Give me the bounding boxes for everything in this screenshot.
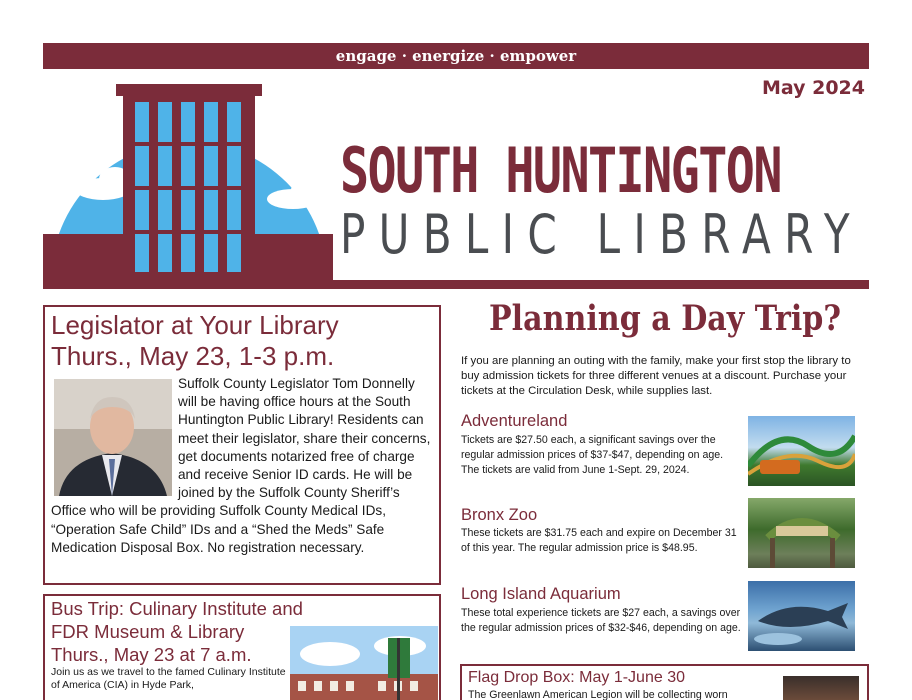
flag-drop-box-photo xyxy=(783,676,859,700)
venue-name-aquarium: Long Island Aquarium xyxy=(461,585,621,603)
bus-trip-title-line2: FDR Museum & Library xyxy=(51,621,245,642)
legislator-article xyxy=(43,305,441,585)
bronx-zoo-photo xyxy=(748,498,855,568)
bus-trip-title-line3: Thurs., May 23 at 7 a.m. xyxy=(51,644,252,665)
flag-drop-box-title: Flag Drop Box: May 1-June 30 xyxy=(468,669,685,686)
venue-text-bronx-zoo: These tickets are $31.75 each and expire on December 31 of this year. The regular admission price is $48.95. xyxy=(461,527,737,554)
tagline-banner xyxy=(43,43,869,69)
adventureland-photo xyxy=(748,416,855,486)
venue-text-adventureland: Tickets are $27.50 each, a significant savings over the regular admission prices of $37-$47, depending on age. The tickets are valid from June 1-Sept. 29, 2024. xyxy=(461,434,724,476)
library-name-line1: SOUTH HUNTINGTON xyxy=(340,134,781,207)
aquarium-photo xyxy=(748,581,855,651)
tagline-text: engage · energize · empower xyxy=(335,47,577,65)
culinary-institute-photo xyxy=(290,626,438,700)
library-tower-logo xyxy=(43,84,333,284)
bus-trip-title-line1: Bus Trip: Culinary Institute and xyxy=(51,598,303,619)
day-trip-heading: Planning a Day Trip? xyxy=(489,298,841,339)
header-divider xyxy=(43,280,869,289)
person-portrait-icon xyxy=(54,379,172,496)
legislator-photo xyxy=(54,379,172,496)
legislator-title xyxy=(51,310,433,372)
day-trip-intro: If you are planning an outing with the family, make your first stop the library to buy admission tickets for three different venues at a discount. Purchase your tickets at the Circulation Desk, while supplies last. xyxy=(461,355,851,397)
legislator-title-line2: Thurs., May 23, 1-3 p.m. xyxy=(51,341,335,371)
legislator-body: Suffolk County Legislator Tom Donnelly will be having office hours at the South Huntington Public Library! Residents can meet their legislator, share their concerns, get documents notarized free of charge and receive Senior ID cards. He will be joined by the Suffolk County Sheriff’s Office who will be providing Suffolk County Medical IDs, “Operation Safe Child” IDs and a “Shed the Meds” Safe Medication Disposal Box. No registration necessary. xyxy=(51,376,431,555)
bus-trip-article xyxy=(43,594,441,700)
flag-drop-box-article xyxy=(460,664,869,700)
library-name-line2: PUBLIC LIBRARY xyxy=(340,203,863,266)
legislator-title-line1: Legislator at Your Library xyxy=(51,310,339,340)
venue-name-bronx-zoo: Bronx Zoo xyxy=(461,506,538,524)
venue-text-aquarium: These total experience tickets are $27 each, a savings over the regular admission prices of $32-$46, depending on age. xyxy=(461,607,741,634)
issue-date: May 2024 xyxy=(761,77,865,99)
venue-name-adventureland: Adventureland xyxy=(461,412,568,430)
bus-trip-body: Join us as we travel to the famed Culinary Institute of America (CIA) in Hyde Park, xyxy=(51,666,286,691)
flag-drop-box-text: The Greenlawn American Legion will be collecting worn xyxy=(468,689,728,700)
